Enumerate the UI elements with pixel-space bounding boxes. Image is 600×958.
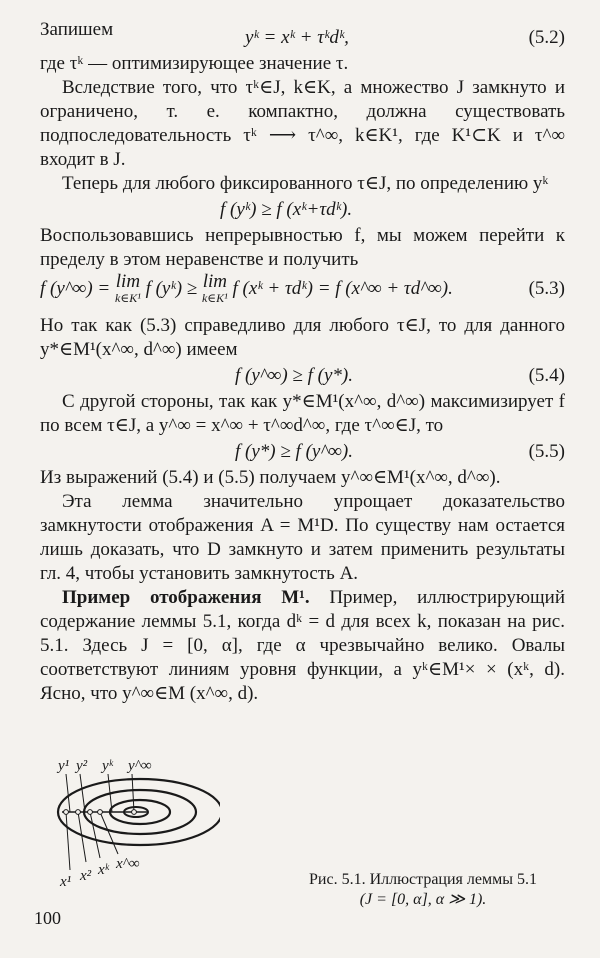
equation-part: f (yᵏ) ≥: [140, 278, 202, 299]
label-xk: xᵏ: [98, 862, 109, 878]
example-text: Пример, иллюстрирующий содержание леммы 5.1, когда dᵏ = d для всех k, показан на рис. 5.1. Здесь J = [0, α], где α чрезвычайно велико. Овалы соответствуют линиям уровня функции, а yᵏ∈M¹× × (xᵏ, d). Ясно, что y^∞∈M (x^∞, d).: [40, 587, 565, 704]
label-yk: yᵏ: [102, 758, 113, 774]
label-yinf: y^∞: [128, 758, 152, 774]
page-text: [40, 18, 565, 706]
paragraph: Из выражений (5.4) и (5.5) получаем y^∞∈M¹(x^∞, d^∞).: [40, 467, 501, 488]
leader-line: [80, 774, 85, 812]
text-line: где τᵏ — оптимизирующее значение τ.: [40, 53, 349, 74]
lim-label: lim: [202, 270, 227, 292]
equation-body: f (yᵏ) ≥ f (xᵏ+τdᵏ).: [220, 199, 353, 220]
point: [98, 810, 103, 815]
figure-caption: [278, 870, 568, 910]
figure-level-ovals: [40, 752, 220, 892]
paragraph: [40, 586, 565, 706]
equation-body: yᵏ = xᵏ + τᵏdᵏ,: [245, 27, 349, 48]
paragraph: Вследствие того, что τᵏ∈J, k∈K, а множество J замкнуто и ограничено, т. е. компактно, должна существовать подпоследовательность τᵏ ⟶ τ^∞, k∈K¹, где K¹⊂K и τ^∞ входит в J.: [40, 77, 565, 170]
leader-line: [66, 774, 70, 812]
point: [64, 810, 69, 815]
lim-label: lim: [115, 270, 141, 292]
paragraph: С другой стороны, так как y*∈M¹(x^∞, d^∞) максимизирует f по всем τ∈J, а y^∞ = x^∞ + τ^∞d^∞, где τ^∞∈J, то: [40, 391, 565, 436]
point: [76, 810, 81, 815]
equation-5-2: [40, 24, 565, 52]
example-heading: Пример отображения M¹.: [62, 587, 310, 608]
caption-line: (J = [0, α], α ≫ 1).: [359, 891, 487, 908]
paragraph: Воспользовавшись непрерывностью f, мы можем перейти к пределу в этом неравенстве и получить: [40, 225, 565, 270]
page-number: 100: [34, 908, 61, 928]
text-line: Запишем: [40, 19, 114, 40]
label-y1: y¹: [58, 758, 70, 774]
equation-body: f (y^∞) ≥ f (y*).: [235, 365, 353, 386]
label-x1: x¹: [60, 874, 72, 890]
equation-inequality: [40, 196, 565, 224]
paragraph: Эта лемма значительно упрощает доказательство замкнутости отображения A = M¹D. По существу нам остается лишь доказать, что D замкнуто и затем применить результаты гл. 4, чтобы установить замкнутость A.: [40, 491, 565, 584]
limit-operator: [201, 270, 228, 306]
point: [88, 810, 93, 815]
equation-part: f (y^∞) =: [40, 278, 115, 299]
equation-5-3: [40, 272, 565, 314]
paragraph: Теперь для любого фиксированного τ∈J, по определению yᵏ: [62, 173, 549, 194]
equation-part: f (xᵏ + τdᵏ) = f (x^∞ + τd^∞).: [227, 278, 453, 299]
lim-subscript: k∈K¹: [115, 290, 141, 305]
label-xinf: x^∞: [116, 856, 140, 872]
caption-line: Рис. 5.1. Иллюстрация леммы 5.1: [309, 871, 537, 888]
label-y2: y²: [76, 758, 88, 774]
equation-body: f (y*) ≥ f (y^∞).: [235, 441, 353, 462]
equation-5-4: [40, 362, 565, 390]
lim-subscript: k∈K¹: [201, 290, 228, 305]
limit-operator: [115, 270, 141, 306]
label-x2: x²: [80, 868, 92, 884]
equation-number: (5.4): [528, 365, 565, 386]
leader-line: [90, 812, 100, 858]
point: [132, 810, 137, 815]
equation-number: (5.5): [528, 441, 565, 462]
equation-5-5: [40, 438, 565, 466]
paragraph: Но так как (5.3) справедливо для любого τ∈J, то для данного y*∈M¹(x^∞, d^∞) имеем: [40, 315, 565, 360]
equation-number: (5.3): [528, 278, 565, 299]
leader-line: [66, 812, 70, 870]
equation-number: (5.2): [528, 27, 565, 48]
